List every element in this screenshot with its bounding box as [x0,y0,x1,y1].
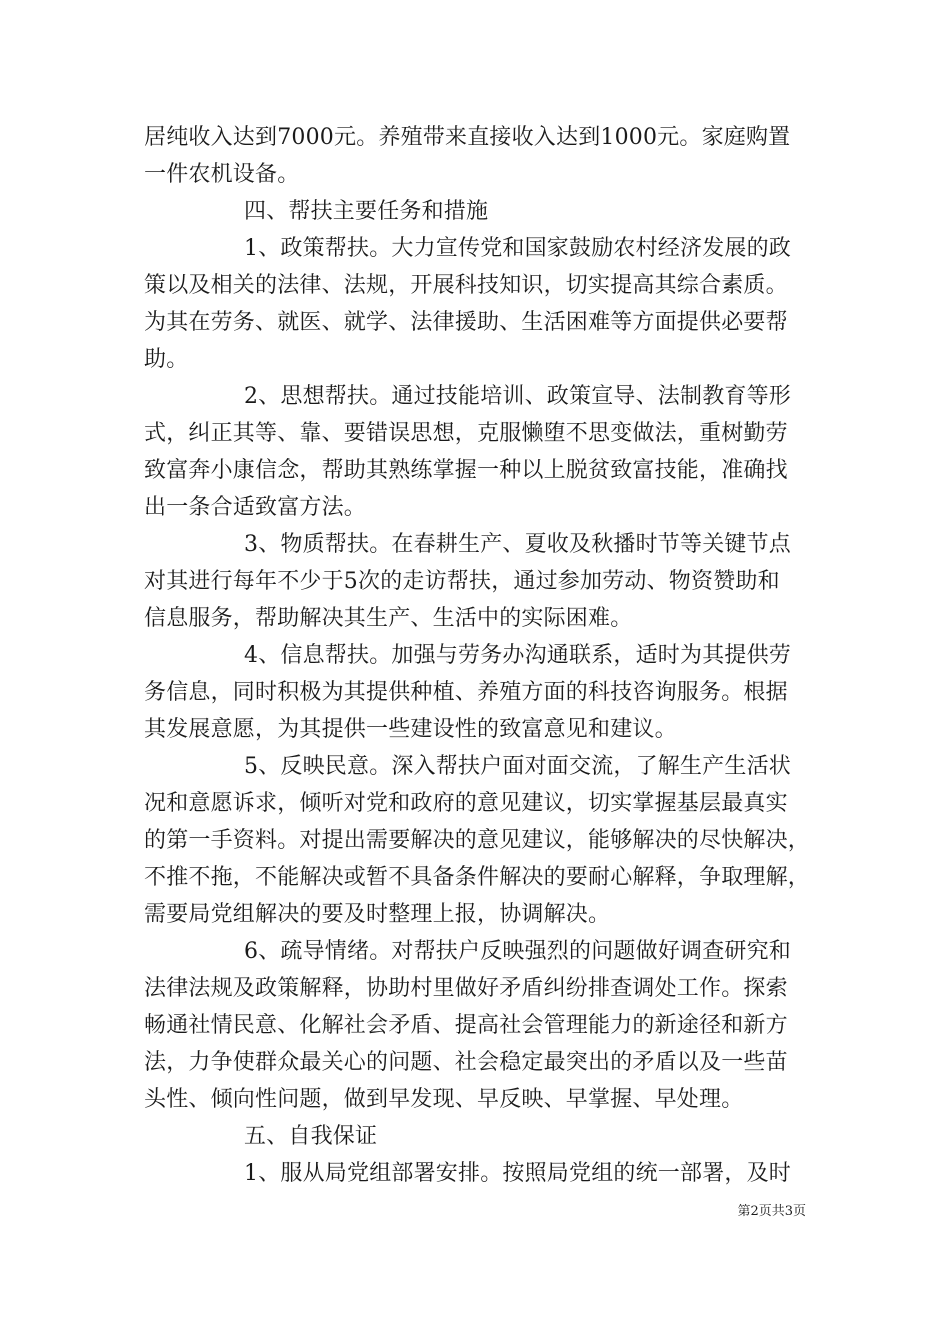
text-line: 况和意愿诉求，倾听对党和政府的意见建议，切实掌握基层最真实 [144,791,788,816]
text-line: 对其进行每年不少于5次的走访帮扶，通过参加劳动、物资赞助和 [144,569,780,594]
text-line: 策以及相关的法律、法规，开展科技知识，切实提高其综合素质。 [144,273,788,298]
text-line: 居纯收入达到7000元。养殖带来直接收入达到1000元。家庭购置 [144,125,791,150]
text-line: 需要局党组解决的要及时整理上报，协调解决。 [144,902,611,927]
section-heading: 五、自我保证 [244,1124,378,1149]
text-line: 3、物质帮扶。在春耕生产、夏收及秋播时节等关键节点 [244,532,791,557]
text-line: 1、政策帮扶。大力宣传党和国家鼓励农村经济发展的政 [244,236,791,261]
text-line: 其发展意愿，为其提供一些建设性的致富意见和建议。 [144,717,677,742]
text-line: 务信息，同时积极为其提供种植、养殖方面的科技咨询服务。根据 [144,680,788,705]
text-line: 出一条合适致富方法。 [144,495,367,520]
text-line: 一件农机设备。 [144,162,300,187]
text-line: 5、反映民意。深入帮扶户面对面交流，了解生产生活状 [244,754,791,779]
text-line: 致富奔小康信念，帮助其熟练掌握一种以上脱贫致富技能，准确找 [144,458,788,483]
text-line: 不推不拖，不能解决或暂不具备条件解决的要耐心解释，争取理解， [144,865,811,890]
text-line: 头性、倾向性问题，做到早发现、早反映、早掌握、早处理。 [144,1087,744,1112]
text-line: 式，纠正其等、靠、要错误思想，克服懒堕不思变做法，重树勤劳 [144,421,788,446]
page-number-footer: 第2页共3页 [737,1204,806,1219]
text-line: 信息服务，帮助解决其生产、生活中的实际困难。 [144,606,633,631]
text-line: 法律法规及政策解释，协助村里做好矛盾纠纷排查调处工作。探索 [144,976,788,1001]
text-line: 为其在劳务、就医、就学、法律援助、生活困难等方面提供必要帮 [144,310,788,335]
text-line: 的第一手资料。对提出需要解决的意见建议，能够解决的尽快解决， [144,828,811,853]
text-line: 法，力争使群众最关心的问题、社会稳定最突出的矛盾以及一些苗 [144,1050,788,1075]
text-line: 6、疏导情绪。对帮扶户反映强烈的问题做好调查研究和 [244,939,791,964]
text-line: 4、信息帮扶。加强与劳务办沟通联系，适时为其提供劳 [244,643,791,668]
text-line: 1、服从局党组部署安排。按照局党组的统一部署，及时 [244,1161,791,1186]
section-heading: 四、帮扶主要任务和措施 [244,199,489,224]
text-line: 2、思想帮扶。通过技能培训、政策宣导、法制教育等形 [244,384,791,409]
text-line: 助。 [144,347,189,372]
text-line: 畅通社情民意、化解社会矛盾、提高社会管理能力的新途径和新方 [144,1013,788,1038]
